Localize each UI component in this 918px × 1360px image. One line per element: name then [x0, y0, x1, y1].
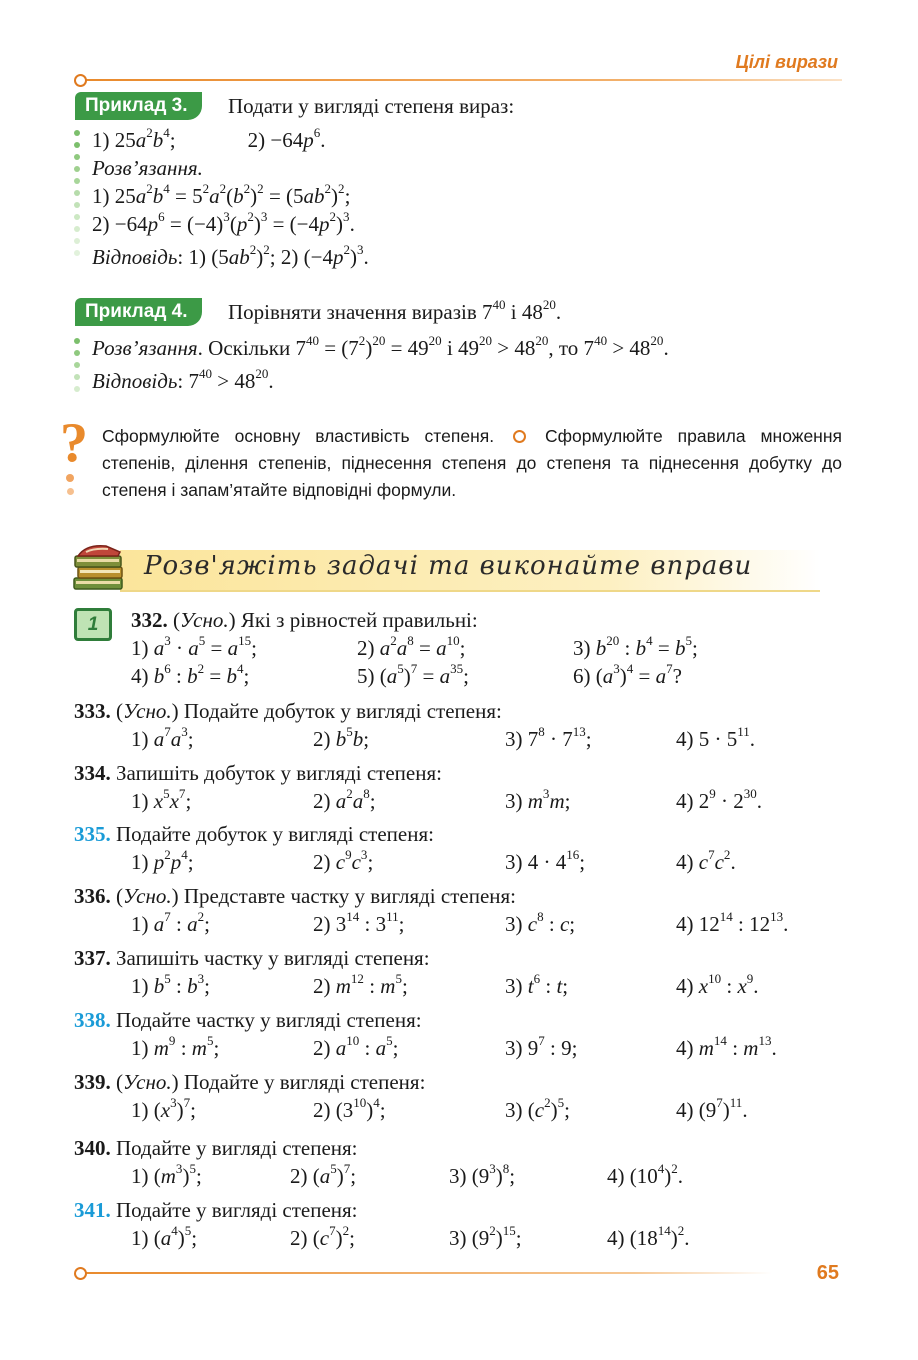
exercise-341-title — [74, 1196, 358, 1224]
list-item: 4) $12^{14}$ : $12^{13}$. — [676, 909, 789, 936]
solution-word: Розв’язання — [92, 336, 198, 360]
example-3-given: 1) $25a^2b^4$; $2) -64p^6$. — [92, 125, 326, 152]
oral-label: Усно. — [123, 699, 172, 723]
exercise-number: 334. — [74, 761, 111, 785]
exercise-336-items — [131, 910, 831, 938]
separator-ring-icon — [513, 430, 526, 443]
list-item: 3) $m^3m$; — [505, 786, 571, 813]
exercise-number: 341. — [74, 1198, 111, 1222]
bottom-rule — [82, 1272, 772, 1274]
example-3-step-2: $2) -64p^6 = (-4)^3(p^2)^3 = (-4p^2)^3$. — [92, 209, 355, 236]
exercise-334-items — [131, 787, 831, 815]
example-4-badge: Приклад 4. — [75, 298, 202, 326]
list-item: 5) $(a^5)^7 = a^{35}$; — [357, 661, 469, 688]
exercise-number: 338. — [74, 1008, 111, 1032]
review-questions — [102, 423, 842, 504]
section-title: Розв'яжіть задачі та виконайте вправи — [144, 551, 753, 581]
exercise-text: Представте частку у вигляді степеня: — [183, 884, 517, 908]
exercise-number: 339. — [74, 1070, 111, 1094]
list-item: 3) $4 \cdot 4^{16}$; — [505, 847, 586, 874]
solution-word: Розв’язання — [92, 156, 198, 180]
list-item: 3) $9^7$ : 9; — [505, 1033, 578, 1060]
exercise-341-items — [131, 1224, 831, 1252]
list-item: 4) $b^6$ : $b^2 = b^4$; — [131, 661, 250, 688]
question-mark-icon: ? — [60, 412, 88, 474]
exercise-text: Подайте у вигляді степеня: — [116, 1198, 358, 1222]
example-3-task: Подати у вигляді степеня вираз: — [228, 94, 515, 118]
example-4-solution-text: . Оскільки — [197, 336, 291, 360]
list-item: 2) $3^{14}$ : $3^{11}$; — [313, 909, 405, 936]
exercise-340-title — [74, 1134, 358, 1162]
exercise-332-title: 332. (Усно.) Які з рівностей правильні: — [131, 608, 478, 632]
list-item: 3) $(9^2)^{15}$; — [449, 1223, 522, 1250]
list-item: 4) $c^7c^2$. — [676, 847, 736, 874]
example-4-dots — [74, 338, 82, 398]
oral-label: Усно. — [123, 884, 172, 908]
exercise-333-items — [131, 725, 831, 753]
list-item: 2) $a^{10}$ : $a^5$; — [313, 1033, 399, 1060]
exercise-number: 335. — [74, 822, 111, 846]
list-item: 4) $(18^{14})^2$. — [607, 1223, 690, 1250]
exercise-332-items-row-2 — [131, 662, 831, 690]
exercise-text: Запишіть добуток у вигляді степеня: — [116, 761, 442, 785]
difficulty-level-badge: 1 — [74, 608, 112, 641]
bottom-rule-ring — [74, 1267, 87, 1280]
question-dot-icon — [67, 488, 74, 495]
exercise-number: 340. — [74, 1136, 111, 1160]
list-item: 3) $(c^2)^5$; — [505, 1095, 570, 1122]
example-4-task: Порівняти значення виразів $7^{40}$ і $48^{20}$. — [228, 297, 562, 324]
exercise-text: Подайте добуток у вигляді степеня: — [116, 822, 434, 846]
example-3-solution-label: Розв’язання. — [92, 156, 203, 180]
list-item: 1) $(x^3)^7$; — [131, 1095, 196, 1122]
exercise-text: Подайте добуток у вигляді степеня: — [183, 699, 502, 723]
oral-label: Усно. — [123, 1070, 172, 1094]
list-item: 4) $x^{10}$ : $x^9$. — [676, 971, 759, 998]
list-item: 4) $5 \cdot 5^{11}$. — [676, 724, 756, 751]
exercise-335-title — [74, 820, 434, 848]
exercise-number: 333. — [74, 699, 111, 723]
exercise-text: Подайте у вигляді степеня: — [183, 1070, 426, 1094]
exercise-340-items — [131, 1162, 831, 1190]
list-item: 2) $c^9c^3$; — [313, 847, 374, 874]
list-item: 2) $a^2a^8$; — [313, 786, 376, 813]
list-item: 2) $m^{12}$ : $m^5$; — [313, 971, 408, 998]
example-3-badge: Приклад 3. — [75, 92, 202, 120]
exercise-number: 336. — [74, 884, 111, 908]
exercise-338-items — [131, 1034, 831, 1062]
oral-label: Усно. — [180, 608, 229, 632]
list-item: 1) $p^2p^4$; — [131, 847, 194, 874]
exercise-text: Які з рівностей правильні: — [240, 608, 478, 632]
running-head: Цілі вирази — [735, 52, 838, 72]
list-item: 1) $m^9$ : $m^5$; — [131, 1033, 220, 1060]
exercise-339-title: 339. (Усно.) Подайте у вигляді степеня: — [74, 1070, 426, 1094]
exercise-text: Подайте у вигляді степеня: — [116, 1136, 358, 1160]
question-1: Сформулюйте основну властивість степеня. — [102, 426, 495, 446]
books-icon — [72, 542, 128, 592]
example-3-step-1: 1) $25a^2b^4 = 5^2a^2(b^2)^2 = (5ab^2)^2$; — [92, 181, 351, 208]
page-number: 65 — [816, 1262, 839, 1284]
list-item: 1) $x^5x^7$; — [131, 786, 192, 813]
list-item: 3) $(9^3)^8$; — [449, 1161, 516, 1188]
exercise-text: Запишіть частку у вигляді степеня: — [116, 946, 430, 970]
list-item: 2) $a^2a^8 = a^{10}$; — [357, 633, 466, 660]
exercise-number: 337. — [74, 946, 111, 970]
list-item: 2) $b^5b$; — [313, 724, 370, 751]
list-item: 2) $(3^{10})^4$; — [313, 1095, 386, 1122]
list-item: 1) $a^7a^3$; — [131, 724, 194, 751]
list-item: 6) $(a^3)^4 = a^7$? — [573, 661, 682, 688]
list-item: 4) $m^{14}$ : $m^{13}$. — [676, 1033, 777, 1060]
top-rule-ring — [74, 74, 87, 87]
exercise-text: Подайте частку у вигляді степеня: — [116, 1008, 422, 1032]
exercise-337-title — [74, 944, 430, 972]
list-item: 2) $(a^5)^7$; — [290, 1161, 357, 1188]
list-item: 4) $(10^4)^2$. — [607, 1161, 684, 1188]
list-item: 1) $a^3 \cdot a^5 = a^{15}$; — [131, 633, 257, 660]
exercise-333-title: 333. (Усно.) Подайте добуток у вигляді степеня: — [74, 699, 502, 723]
list-item: 4) $(9^7)^{11}$. — [676, 1095, 748, 1122]
list-item: 3) $b^{20}$ : $b^4 = b^5$; — [573, 633, 698, 660]
question-2: Сформулюйте правила множення степенів, ділення степенів, піднесення степеня до степеня та піднесення добутку до степеня і запам’ятайте відповідні формули. — [102, 426, 842, 500]
exercise-338-title — [74, 1006, 422, 1034]
example-4-answer: Відповідь: $7^{40} > 48^{20}$. — [92, 366, 274, 393]
list-item: 1) $(a^4)^5$; — [131, 1223, 198, 1250]
example-3-answer: Відповідь: 1) $(5ab^2)^2$; 2) $(-4p^2)^3$. — [92, 242, 369, 269]
top-rule — [82, 79, 842, 81]
question-dot-icon — [66, 474, 74, 482]
exercise-336-title: 336. (Усно.) Представте частку у вигляді степеня: — [74, 884, 517, 908]
list-item: 3) $t^6$ : t; — [505, 971, 569, 998]
example-3-dots — [74, 130, 82, 262]
exercise-334-title — [74, 759, 442, 787]
answer-word: Відповідь — [92, 369, 178, 393]
list-item: 2) $(c^7)^2$; — [290, 1223, 355, 1250]
list-item: 3) $7^8 \cdot 7^{13}$; — [505, 724, 592, 751]
list-item: 1) $b^5$ : $b^3$; — [131, 971, 210, 998]
list-item: 1) $(m^3)^5$; — [131, 1161, 202, 1188]
list-item: 1) $a^7$ : $a^2$; — [131, 909, 210, 936]
example-4-task-text: Порівняти значення виразів — [228, 300, 477, 324]
example-4-solution: Розв’язання. Оскільки $7^{40} = (7^2)^{20} = 49^{20}$ і $49^{20} > 48^{20}$, то $7^{40} > 48^{20}$. — [92, 333, 669, 360]
exercise-339-items — [131, 1096, 831, 1124]
exercise-335-items — [131, 848, 831, 876]
list-item: 3) $c^8$ : c; — [505, 909, 576, 936]
answer-word: Відповідь — [92, 245, 178, 269]
exercise-332-items-row-1 — [131, 634, 831, 662]
exercise-number: 332. — [131, 608, 168, 632]
list-item: 4) $2^9 \cdot 2^{30}$. — [676, 786, 763, 813]
exercise-337-items — [131, 972, 831, 1000]
